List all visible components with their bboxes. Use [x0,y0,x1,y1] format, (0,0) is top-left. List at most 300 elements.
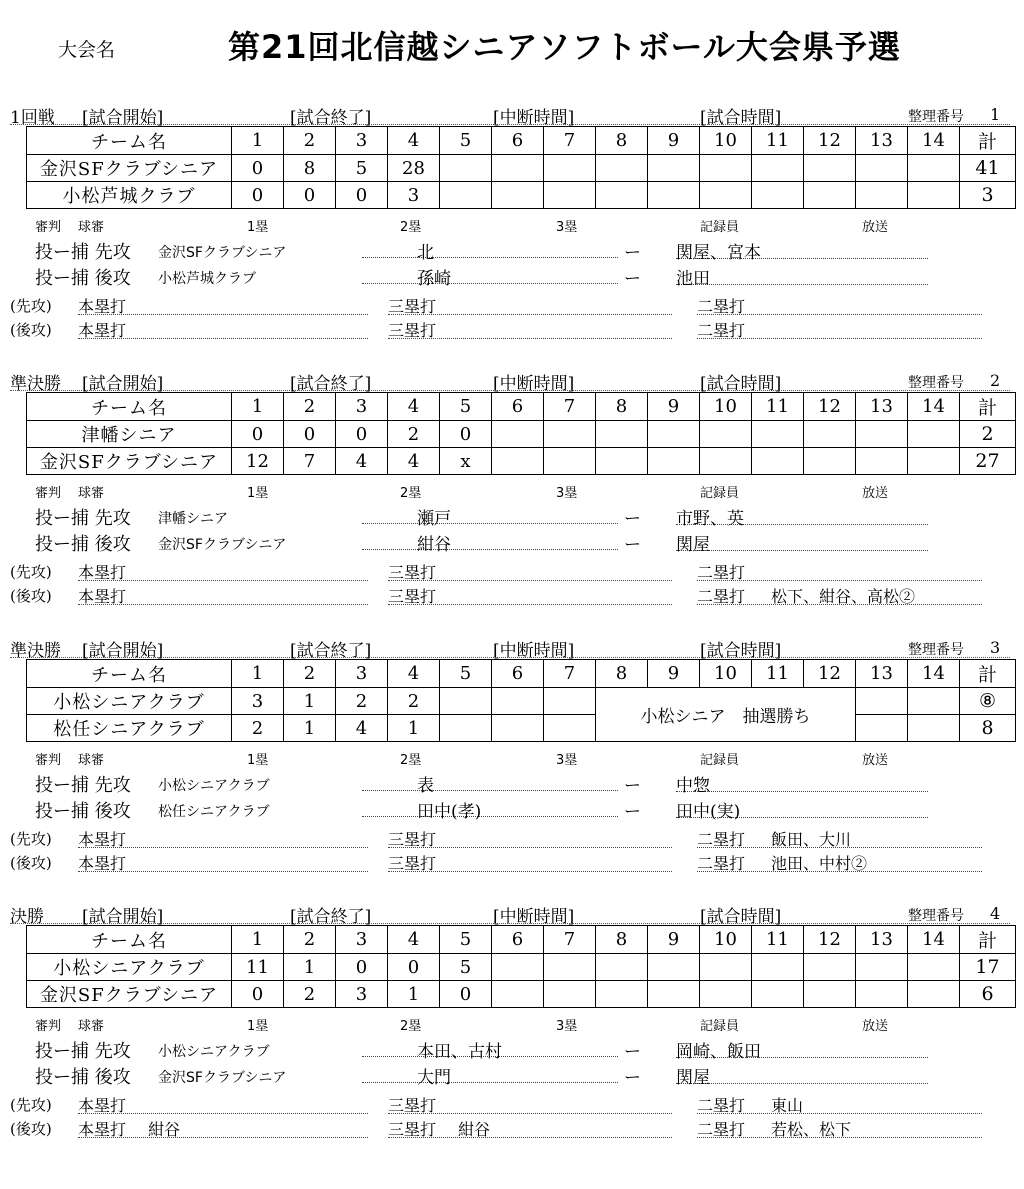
home-run-line [78,1117,368,1138]
inning-score: 4 [336,715,388,742]
inning-score [856,421,908,448]
start-label: [試合開始] [82,374,164,394]
game-block [0,369,1024,619]
gametime-label: [試合時間] [700,641,782,661]
inning-score [700,421,752,448]
inning-score: 0 [284,421,336,448]
inning-header: 13 [856,660,908,688]
home-run-label: 本塁打 [78,321,127,340]
battery-label: 投ー捕 先攻 [35,242,131,263]
broadcast-label: 放送 [862,1019,889,1034]
inning-score [544,155,596,182]
first-base-umpire-label: 1塁 [247,220,269,235]
inning-score [752,182,804,209]
inning-score: 2 [388,688,440,715]
inning-score: 4 [388,448,440,475]
page-title: 第21回北信越シニアソフトボール大会県予選 [228,28,901,66]
team-row [27,688,1016,715]
pitcher-names: 表 [362,771,618,791]
inning-header: 14 [908,127,960,155]
inning-header: 1 [232,926,284,954]
inning-header: 2 [284,926,336,954]
double-label: 二塁打 [697,854,746,873]
third-base-umpire-label: 3塁 [556,220,578,235]
catcher-names: 岡崎、飯田 [676,1037,928,1058]
recorder-label: 記録員 [700,753,740,768]
double-line [697,827,982,848]
inning-score: 0 [284,182,336,209]
umpire-label: 審判 [35,1019,62,1034]
inning-header: 2 [284,660,336,688]
third-base-umpire-label: 3塁 [556,753,578,768]
inning-score [804,155,856,182]
catcher-names: 池田 [676,264,928,285]
catcher-names: 中惣 [676,771,928,792]
inning-score: 1 [388,981,440,1008]
inning-header: 6 [492,127,544,155]
battery-label: 投ー捕 先攻 [35,775,131,796]
inning-header: 13 [856,127,908,155]
inning-score [492,981,544,1008]
gametime-label: [試合時間] [700,374,782,394]
battery-label: 投ー捕 先攻 [35,508,131,529]
inning-header: 12 [804,660,856,688]
inning-header: 12 [804,926,856,954]
catcher-names: 関屋、宮本 [676,238,928,259]
scoreboard-header-row [27,127,1016,155]
battery-team: 小松シニアクラブ [158,778,270,794]
inning-header: 11 [752,393,804,421]
battery-dash: ー [624,1068,641,1088]
inning-score [596,182,648,209]
inning-score [596,421,648,448]
inning-header: 8 [596,926,648,954]
inning-score [544,182,596,209]
inning-score [648,182,700,209]
triple-label: 三塁打 [388,563,437,582]
inning-score [804,954,856,981]
inning-header: 1 [232,660,284,688]
seiri-label: 整理番号 [908,908,964,924]
inning-header: 5 [440,127,492,155]
double-batters: 東山 [771,1096,804,1115]
inning-header: 1 [232,127,284,155]
inning-header: 14 [908,660,960,688]
inning-score [492,448,544,475]
seiri-number: 2 [990,371,1001,390]
inning-header: 3 [336,660,388,688]
inning-score [648,448,700,475]
header-line [10,923,1010,924]
triple-label: 三塁打 [388,830,437,849]
home-run-label: 本塁打 [78,854,127,873]
inning-score: x [440,448,492,475]
total-col-header: 計 [960,393,1016,421]
inning-score [648,421,700,448]
team-col-header: チーム名 [27,926,232,954]
game-block [0,103,1024,353]
inning-header: 4 [388,127,440,155]
total-score: 3 [960,182,1016,209]
battery-team: 津幡シニア [158,511,228,527]
scoreboard-header-row [27,393,1016,421]
inning-score [752,448,804,475]
inning-score [492,182,544,209]
inning-score [856,448,908,475]
inning-score [492,688,544,715]
inning-header: 4 [388,660,440,688]
inning-header: 13 [856,393,908,421]
total-score: 27 [960,448,1016,475]
inning-score [492,715,544,742]
inning-score: 7 [284,448,336,475]
triple-line [388,851,672,872]
battery-team: 小松芦城クラブ [158,271,256,287]
inning-score [544,981,596,1008]
home-run-line [78,584,368,605]
inning-header: 9 [648,127,700,155]
third-base-umpire-label: 3塁 [556,1019,578,1034]
inning-header: 12 [804,127,856,155]
start-label: [試合開始] [82,907,164,927]
home-run-label: 本塁打 [78,587,127,606]
round-label: 決勝 [10,907,44,927]
interrupt-label: [中断時間] [493,907,575,927]
inning-header: 7 [544,660,596,688]
inning-header: 5 [440,393,492,421]
battery-team: 金沢SFクラブシニア [158,245,287,261]
inning-score: 2 [388,421,440,448]
round-label: 準決勝 [10,641,61,661]
inning-header: 6 [492,660,544,688]
inning-header: 9 [648,926,700,954]
inning-score [648,981,700,1008]
triple-label: 三塁打 [388,297,437,316]
inning-score [596,448,648,475]
inning-header: 7 [544,393,596,421]
double-batters: 松下、紺谷、高松② [771,587,916,606]
umpire-label: 審判 [35,486,62,501]
recorder-label: 記録員 [700,1019,740,1034]
inning-score: 5 [440,954,492,981]
inning-header: 1 [232,393,284,421]
home-run-label: 本塁打 [78,830,127,849]
seiri-number: 4 [990,904,1001,923]
inning-score: 0 [232,421,284,448]
end-label: [試合終了] [290,108,372,128]
battery-dash: ー [624,269,641,289]
inning-score [440,715,492,742]
inning-score [492,155,544,182]
inning-score [856,688,908,715]
inning-score: 12 [232,448,284,475]
total-score: 2 [960,421,1016,448]
battery-label: 投ー捕 後攻 [35,801,131,822]
inning-score: 1 [284,715,336,742]
battery-dash: ー [624,776,641,796]
inning-score [544,421,596,448]
inning-header: 9 [648,393,700,421]
inning-score [648,155,700,182]
inning-header: 8 [596,660,648,688]
team-name: 小松シニアクラブ [27,954,232,981]
total-score: 6 [960,981,1016,1008]
top-side-label: (先攻) [10,830,52,848]
double-line [697,1093,982,1114]
pitcher-names: 紺谷 [362,530,618,550]
battery-dash: ー [624,509,641,529]
inning-score [752,981,804,1008]
inning-header: 14 [908,393,960,421]
home-run-batters: 紺谷 [148,1120,181,1139]
double-batters: 飯田、大川 [771,830,852,849]
header-line [10,657,1010,658]
triple-line [388,294,672,315]
inning-score [908,715,960,742]
interrupt-label: [中断時間] [493,108,575,128]
scoreboard-table [26,126,1016,209]
inning-score [440,155,492,182]
umpire-label: 審判 [35,220,62,235]
team-name: 小松シニアクラブ [27,688,232,715]
inning-score: 3 [336,981,388,1008]
inning-score [804,421,856,448]
inning-score [804,981,856,1008]
inning-score: 2 [336,688,388,715]
bottom-side-label: (後攻) [10,1120,52,1138]
inning-score: 8 [284,155,336,182]
top-side-label: (先攻) [10,297,52,315]
top-side-label: (先攻) [10,563,52,581]
first-base-umpire-label: 1塁 [247,486,269,501]
double-line [697,294,982,315]
battery-team: 金沢SFクラブシニア [158,537,287,553]
catcher-names: 市野、英 [676,504,928,525]
inning-score: 3 [232,688,284,715]
inning-header: 8 [596,127,648,155]
first-base-umpire-label: 1塁 [247,1019,269,1034]
home-run-line [78,1093,368,1114]
bottom-side-label: (後攻) [10,587,52,605]
inning-score: 0 [440,421,492,448]
inning-score: 2 [232,715,284,742]
triple-label: 三塁打 [388,1120,437,1139]
total-score: 8 [960,715,1016,742]
inning-score [492,421,544,448]
catcher-names: 田中(実) [676,797,928,818]
battery-dash: ー [624,802,641,822]
double-label: 二塁打 [697,587,746,606]
pitcher-names: 本田、古村 [362,1037,618,1057]
inning-score [700,954,752,981]
inning-score: 0 [336,421,388,448]
inning-header: 11 [752,127,804,155]
inning-header: 4 [388,393,440,421]
battery-label: 投ー捕 後攻 [35,534,131,555]
gametime-label: [試合時間] [700,907,782,927]
bottom-side-label: (後攻) [10,321,52,339]
double-label: 二塁打 [697,297,746,316]
inning-score [908,688,960,715]
double-batters: 池田、中村② [771,854,868,873]
inning-score [492,954,544,981]
battery-team: 松任シニアクラブ [158,804,270,820]
team-col-header: チーム名 [27,393,232,421]
triple-line [388,1093,672,1114]
inning-header: 10 [700,926,752,954]
double-label: 二塁打 [697,1120,746,1139]
second-base-umpire-label: 2塁 [400,220,422,235]
inning-score [700,448,752,475]
inning-header: 4 [388,926,440,954]
plate-umpire-label: 球審 [78,1019,105,1034]
home-run-line [78,827,368,848]
double-line [697,318,982,339]
inning-score: 1 [388,715,440,742]
inning-score [544,688,596,715]
home-run-label: 本塁打 [78,1096,127,1115]
recorder-label: 記録員 [700,486,740,501]
inning-header: 14 [908,926,960,954]
start-label: [試合開始] [82,108,164,128]
inning-score: 2 [284,981,336,1008]
team-name: 津幡シニア [27,421,232,448]
inning-header: 3 [336,393,388,421]
battery-label: 投ー捕 後攻 [35,1067,131,1088]
team-row [27,155,1016,182]
inning-header: 2 [284,393,336,421]
triple-line [388,827,672,848]
pitcher-names: 大門 [362,1063,618,1083]
triple-label: 三塁打 [388,854,437,873]
home-run-line [78,560,368,581]
home-run-line [78,851,368,872]
scoreboard-table [26,925,1016,1008]
team-name: 金沢SFクラブシニア [27,981,232,1008]
inning-header: 8 [596,393,648,421]
inning-header: 11 [752,660,804,688]
inning-score [596,981,648,1008]
triple-line [388,560,672,581]
end-label: [試合終了] [290,641,372,661]
total-score: 41 [960,155,1016,182]
inning-score: 4 [336,448,388,475]
battery-label: 投ー捕 後攻 [35,268,131,289]
inning-score [856,715,908,742]
inning-score [856,155,908,182]
team-row [27,448,1016,475]
battery-team: 金沢SFクラブシニア [158,1070,287,1086]
inning-score: 0 [440,981,492,1008]
inning-score [700,155,752,182]
inning-header: 3 [336,926,388,954]
home-run-line [78,318,368,339]
inning-score [908,981,960,1008]
inning-score [596,155,648,182]
lottery-note: 小松シニア 抽選勝ち [596,688,856,742]
inning-score [700,981,752,1008]
inning-score [700,182,752,209]
home-run-line [78,294,368,315]
inning-score [596,954,648,981]
recorder-label: 記録員 [700,220,740,235]
battery-team: 小松シニアクラブ [158,1044,270,1060]
bottom-side-label: (後攻) [10,854,52,872]
plate-umpire-label: 球審 [78,486,105,501]
team-name: 小松芦城クラブ [27,182,232,209]
inning-score [908,182,960,209]
double-line [697,560,982,581]
inning-score [752,155,804,182]
inning-score [544,954,596,981]
pitcher-names: 孫崎 [362,264,618,284]
triple-line [388,318,672,339]
inning-score [856,981,908,1008]
triple-line [388,1117,672,1138]
triple-label: 三塁打 [388,1096,437,1115]
inning-header: 7 [544,926,596,954]
team-row [27,981,1016,1008]
pitcher-names: 瀬戸 [362,504,618,524]
inning-score [908,421,960,448]
pitcher-names: 田中(孝) [362,797,618,817]
scoreboard-table [26,659,1016,742]
second-base-umpire-label: 2塁 [400,753,422,768]
header-line [10,124,1010,125]
inning-header: 5 [440,926,492,954]
plate-umpire-label: 球審 [78,753,105,768]
double-line [697,1117,982,1138]
double-line [697,584,982,605]
second-base-umpire-label: 2塁 [400,1019,422,1034]
start-label: [試合開始] [82,641,164,661]
triple-batters: 紺谷 [458,1120,491,1139]
top-side-label: (先攻) [10,1096,52,1114]
team-col-header: チーム名 [27,127,232,155]
home-run-label: 本塁打 [78,563,127,582]
team-col-header: チーム名 [27,660,232,688]
broadcast-label: 放送 [862,486,889,501]
plate-umpire-label: 球審 [78,220,105,235]
team-name: 金沢SFクラブシニア [27,448,232,475]
battery-dash: ー [624,535,641,555]
gametime-label: [試合時間] [700,108,782,128]
inning-score [908,155,960,182]
battery-dash: ー [624,243,641,263]
inning-score: 28 [388,155,440,182]
inning-score [544,715,596,742]
inning-score [544,448,596,475]
inning-score: 1 [284,954,336,981]
third-base-umpire-label: 3塁 [556,486,578,501]
seiri-number: 3 [990,638,1001,657]
catcher-names: 関屋 [676,1063,928,1084]
battery-label: 投ー捕 先攻 [35,1041,131,1062]
inning-score: 5 [336,155,388,182]
game-block [0,902,1024,1152]
scoreboard-header-row [27,926,1016,954]
inning-score: 3 [388,182,440,209]
double-line [697,851,982,872]
home-run-label: 本塁打 [78,1120,127,1139]
inning-header: 7 [544,127,596,155]
inning-header: 12 [804,393,856,421]
inning-score [648,954,700,981]
inning-header: 10 [700,393,752,421]
team-name: 金沢SFクラブシニア [27,155,232,182]
umpire-label: 審判 [35,753,62,768]
team-name: 松任シニアクラブ [27,715,232,742]
